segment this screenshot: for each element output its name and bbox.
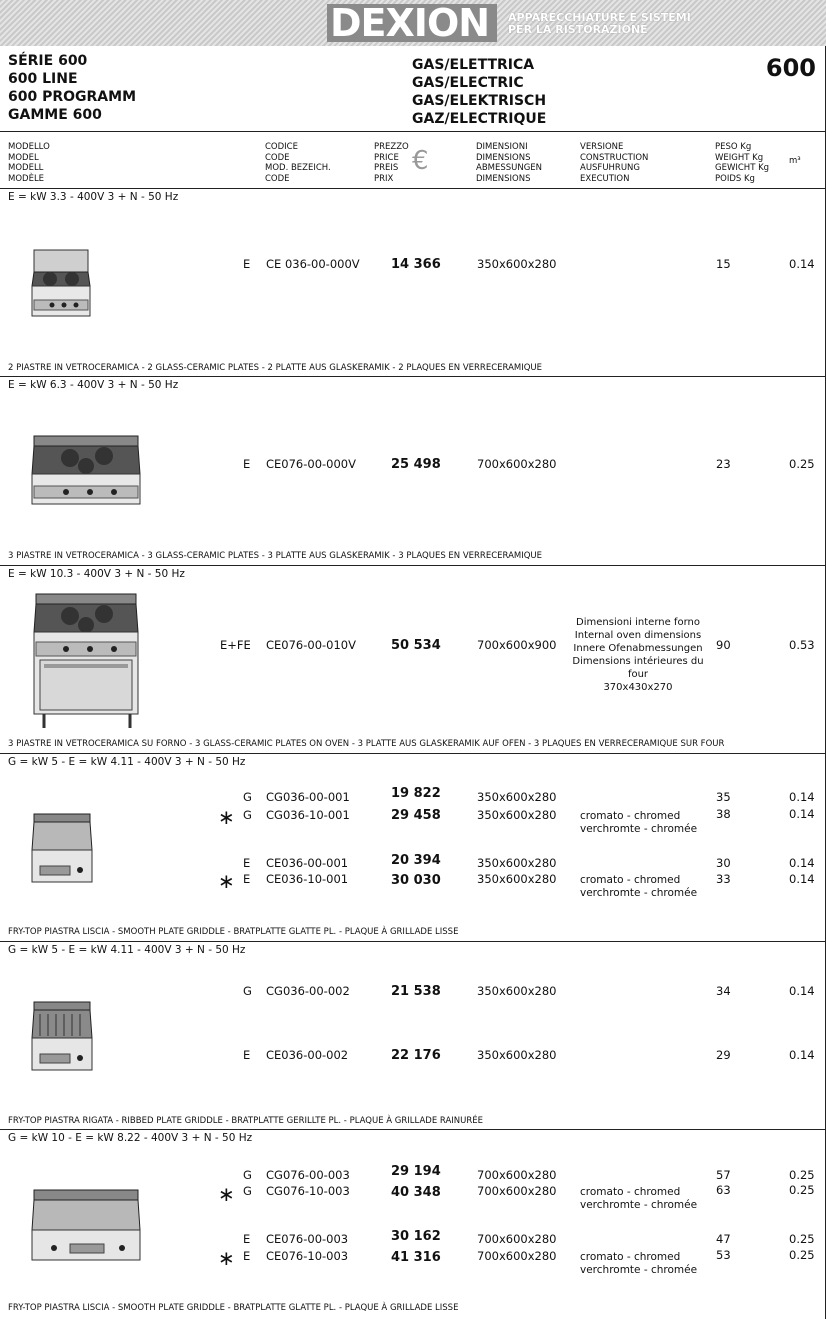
row-dims: 700x600x280 <box>477 1168 557 1182</box>
chrome-marker: ∗ <box>218 1246 235 1270</box>
row-weight: 30 <box>716 856 731 870</box>
section-divider <box>0 565 826 566</box>
section-power: E = kW 6.3 - 400V 3 + N - 50 Hz <box>8 379 179 391</box>
row-code: CG076-10-003 <box>266 1184 350 1198</box>
brand-tagline: APPARECCHIATURE E SISTEMI PER LA RISTORAZIONE <box>508 11 691 36</box>
row-weight: 47 <box>716 1232 731 1246</box>
row-dims: 350x600x280 <box>477 872 557 886</box>
row-code: CE076-00-010V <box>266 638 356 652</box>
row-dims: 700x600x280 <box>477 457 557 471</box>
row-code: CE036-10-001 <box>266 872 349 886</box>
hob-3-plates-image <box>30 434 142 510</box>
page-series-number: 600 <box>765 54 816 82</box>
type-title: GAS/ELETTRICA GAS/ELECTRIC GAS/ELEKTRISCH GAZ/ELECTRIQUE <box>412 57 547 127</box>
row-price: 30 030 <box>391 873 441 888</box>
chrome-marker: ∗ <box>218 805 235 829</box>
row-version: cromato - chromed verchromte - chromée <box>580 810 698 835</box>
chrome-marker: ∗ <box>218 1182 235 1206</box>
row-volume: 0.14 <box>789 807 815 821</box>
row-type: E <box>243 1048 251 1062</box>
euro-icon: € <box>412 146 429 176</box>
row-weight: 53 <box>716 1248 731 1262</box>
row-type: E <box>243 1232 251 1246</box>
row-price: 21 538 <box>391 984 441 999</box>
row-version: cromato - chromed verchromte - chromée <box>580 1186 698 1211</box>
row-price: 30 162 <box>391 1229 441 1244</box>
row-dims: 700x600x280 <box>477 1249 557 1263</box>
row-type: E <box>243 1249 251 1263</box>
row-weight: 33 <box>716 872 731 886</box>
ribbed-griddle-image <box>30 1000 94 1076</box>
row-type: G <box>243 1184 252 1198</box>
row-code: CE 036-00-000V <box>266 257 360 271</box>
row-dims: 350x600x280 <box>477 257 557 271</box>
row-dims: 700x600x280 <box>477 1232 557 1246</box>
col-dimensions: DIMENSIONI DIMENSIONS ABMESSUNGEN DIMENSIONS <box>476 142 543 184</box>
row-price: 19 822 <box>391 786 441 801</box>
smooth-griddle-image <box>30 812 94 888</box>
col-weight: PESO Kg WEIGHT Kg GEWICHT Kg POIDS Kg <box>715 142 770 184</box>
col-volume: m³ <box>789 156 801 166</box>
section-power: E = kW 3.3 - 400V 3 + N - 50 Hz <box>8 191 179 203</box>
row-type: E <box>243 856 251 870</box>
row-volume: 0.14 <box>789 872 815 886</box>
col-price: PREZZO PRICE PREIS PRIX <box>374 142 409 184</box>
section-power: G = kW 5 - E = kW 4.11 - 400V 3 + N - 50 Hz <box>8 944 246 956</box>
row-price: 20 394 <box>391 853 441 868</box>
chrome-marker: ∗ <box>218 869 235 893</box>
row-price: 29 458 <box>391 808 441 823</box>
row-volume: 0.25 <box>789 1168 815 1182</box>
section-description: 3 PIASTRE IN VETROCERAMICA - 3 GLASS-CERAMIC PLATES - 3 PLATTE AUS GLASKERAMIK - 3 PLAQUES EN VERRECERAMIQUE <box>8 551 543 561</box>
row-type: G <box>243 790 252 804</box>
section-divider <box>0 753 826 754</box>
row-weight: 38 <box>716 807 731 821</box>
row-dims: 350x600x280 <box>477 984 557 998</box>
series-title: SÉRIE 600 600 LINE 600 PROGRAMM GAMME 600 <box>8 53 137 123</box>
row-price: 40 348 <box>391 1185 441 1200</box>
section-description: 2 PIASTRE IN VETROCERAMICA - 2 GLASS-CERAMIC PLATES - 2 PLATTE AUS GLASKERAMIK - 2 PLAQUES EN VERRECERAMIQUE <box>8 363 543 373</box>
row-price: 22 176 <box>391 1048 441 1063</box>
section-power: G = kW 5 - E = kW 4.11 - 400V 3 + N - 50 Hz <box>8 756 246 768</box>
row-weight: 57 <box>716 1168 731 1182</box>
col-code: CODICE CODE MOD. BEZEICH. CODE <box>265 142 331 184</box>
row-volume: 0.14 <box>789 984 815 998</box>
row-price: 41 316 <box>391 1250 441 1265</box>
row-weight: 34 <box>716 984 731 998</box>
columns-divider <box>0 188 826 189</box>
row-volume: 0.53 <box>789 638 815 652</box>
row-type: G <box>243 984 252 998</box>
row-dims: 350x600x280 <box>477 808 557 822</box>
row-code: CE076-10-003 <box>266 1249 349 1263</box>
row-code: CG036-10-001 <box>266 808 350 822</box>
row-weight: 23 <box>716 457 731 471</box>
row-volume: 0.25 <box>789 1183 815 1197</box>
section-description: FRY-TOP PIASTRA LISCIA - SMOOTH PLATE GRIDDLE - BRATPLATTE GLATTE PL. - PLAQUE À GRILLADE LISSE <box>8 927 459 937</box>
row-dims: 700x600x900 <box>477 638 557 652</box>
oven-dimensions-note: Dimensioni interne forno Internal oven dimensions Innere Ofenabmessungen Dimensions intérieures du four 370x430x270 <box>572 617 704 693</box>
row-weight: 15 <box>716 257 731 271</box>
row-weight: 63 <box>716 1183 731 1197</box>
row-version: cromato - chromed verchromte - chromée <box>580 1251 698 1276</box>
header-divider <box>0 131 826 132</box>
row-code: CE036-00-001 <box>266 856 349 870</box>
row-code: CE076-00-003 <box>266 1232 349 1246</box>
section-divider <box>0 1129 826 1130</box>
row-price: 29 194 <box>391 1164 441 1179</box>
section-power: E = kW 10.3 - 400V 3 + N - 50 Hz <box>8 568 185 580</box>
col-version: VERSIONE CONSTRUCTION AUSFUHRUNG EXECUTION <box>580 142 649 184</box>
row-weight: 35 <box>716 790 731 804</box>
hob-on-oven-image <box>32 592 142 732</box>
double-griddle-image <box>30 1188 142 1268</box>
hob-2-plates-image <box>30 246 92 324</box>
row-code: CE036-00-002 <box>266 1048 349 1062</box>
row-dims: 700x600x280 <box>477 1184 557 1198</box>
row-weight: 29 <box>716 1048 731 1062</box>
row-volume: 0.14 <box>789 790 815 804</box>
section-divider <box>0 941 826 942</box>
row-dims: 350x600x280 <box>477 856 557 870</box>
row-weight: 90 <box>716 638 731 652</box>
row-version: cromato - chromed verchromte - chromée <box>580 874 698 899</box>
row-dims: 350x600x280 <box>477 1048 557 1062</box>
row-type: G <box>243 808 252 822</box>
col-model: MODELLO MODEL MODELL MODÈLE <box>8 142 50 184</box>
row-volume: 0.14 <box>789 257 815 271</box>
row-code: CG076-00-003 <box>266 1168 350 1182</box>
row-volume: 0.25 <box>789 1248 815 1262</box>
row-code: CG036-00-001 <box>266 790 350 804</box>
section-description: FRY-TOP PIASTRA RIGATA - RIBBED PLATE GRIDDLE - BRATPLATTE GERILLTE PL. - PLAQUE À GRILLADE RAINURÉE <box>8 1116 484 1126</box>
row-price: 50 534 <box>391 638 441 653</box>
row-volume: 0.14 <box>789 1048 815 1062</box>
row-type: E <box>243 257 251 271</box>
row-price: 25 498 <box>391 457 441 472</box>
row-type: E <box>243 872 251 886</box>
row-volume: 0.25 <box>789 457 815 471</box>
section-description: FRY-TOP PIASTRA LISCIA - SMOOTH PLATE GRIDDLE - BRATPLATTE GLATTE PL. - PLAQUE À GRILLADE LISSE <box>8 1303 459 1313</box>
row-type: E <box>243 457 251 471</box>
row-code: CE076-00-000V <box>266 457 356 471</box>
row-type: E+FE <box>220 638 251 652</box>
row-code: CG036-00-002 <box>266 984 350 998</box>
section-description: 3 PIASTRE IN VETROCERAMICA SU FORNO - 3 GLASS-CERAMIC PLATES ON OVEN - 3 PLATTE AUS GLASKERAMIK AUF OFEN - 3 PLAQUES EN VERRECERAMIQUE SUR FOUR <box>8 739 725 749</box>
row-volume: 0.14 <box>789 856 815 870</box>
row-volume: 0.25 <box>789 1232 815 1246</box>
row-dims: 350x600x280 <box>477 790 557 804</box>
row-price: 14 366 <box>391 257 441 272</box>
section-power: G = kW 10 - E = kW 8.22 - 400V 3 + N - 50 Hz <box>8 1132 253 1144</box>
row-type: G <box>243 1168 252 1182</box>
brand-logo: DEXION <box>330 1 490 45</box>
section-divider <box>0 376 826 377</box>
